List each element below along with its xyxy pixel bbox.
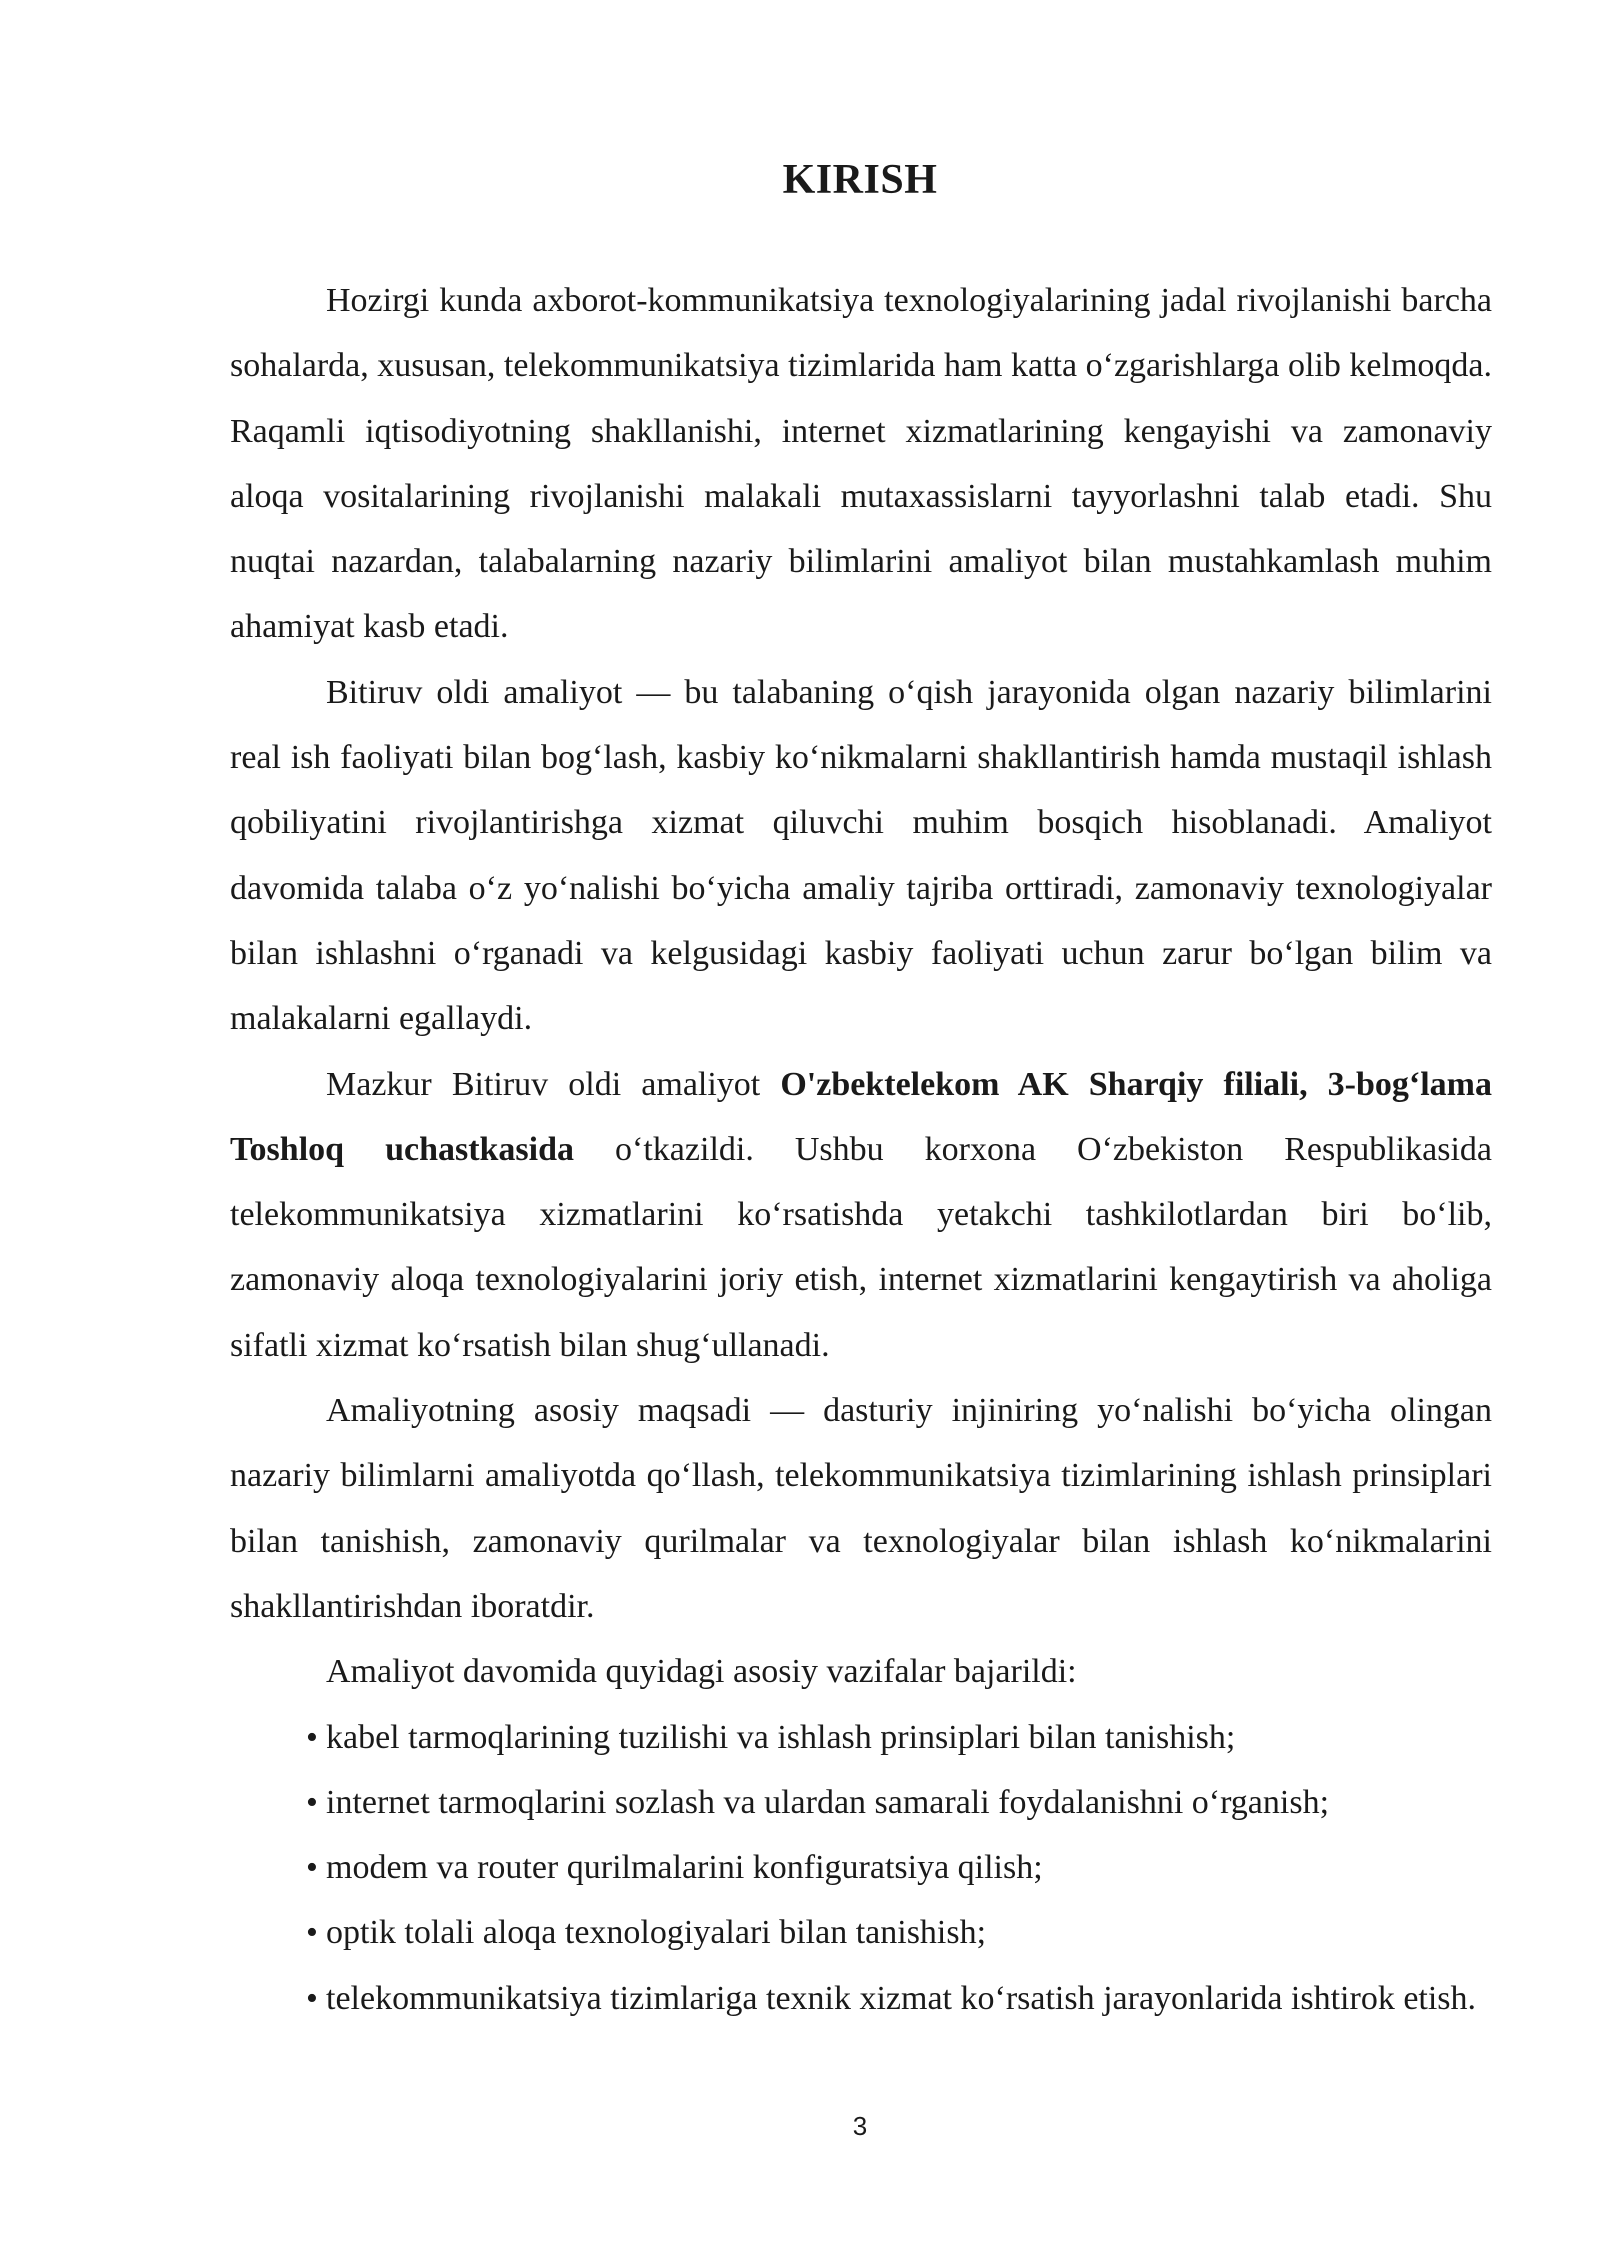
task-item: • internet tarmoqlarini sozlash va ulardan samarali foydalanishni o‘rganish; xyxy=(326,1770,1492,1835)
paragraph-intro: Hozirgi kunda axborot-kommunikatsiya texnologiyalarining jadal rivojlanishi barcha sohalarda, xususan, telekommunikatsiya tizimlarida ham katta o‘zgarishlarga olib kelmoqda. Raqamli iqtisodiyotning shakllanishi, internet xizmatlarining kengayishi va zamonaviy aloqa vositalarining rivojlanishi malakali mutaxassislarni tayyorlashni talab etadi. Shu nuqtai nazardan, talabalarning nazariy bilimlarini amaliyot bilan mustahkamlash muhim ahamiyat kasb etadi. xyxy=(230,282,1492,646)
page-title: KIRISH xyxy=(782,157,938,203)
tasks-intro: Amaliyot davomida quyidagi asosiy vazifalar bajarildi: xyxy=(326,1653,1077,1691)
task-item: • kabel tarmoqlarining tuzilishi va ishlash prinsiplari bilan tanishish; xyxy=(326,1705,1492,1770)
organization-name: O'zbektelekom AK Sharqiy filiali, 3-bog‘lama Toshloq uchastkasida xyxy=(230,1065,1492,1168)
paragraph-location-rest: o‘tkazildi. Ushbu korxona O‘zbekiston Respublikasida telekommunikatsiya xizmatlarini ko‘rsatishda yetakchi tashkilotlardan biri bo‘lib, zamonaviy aloqa texnologiyalarini joriy etish, internet xizmatlarini kengaytirish va aholiga sifatli xizmat ko‘rsatish bilan shug‘ullanadi. xyxy=(230,1130,1493,1364)
task-item: • telekommunikatsiya tizimlariga texnik xizmat ko‘rsatish jarayonlarida ishtirok etish. xyxy=(326,1966,1492,2031)
document-body xyxy=(230,268,1492,2031)
task-item: • modem va router qurilmalarini konfiguratsiya qilish; xyxy=(326,1835,1492,1900)
paragraph-internship-goal: Amaliyotning asosiy maqsadi — dasturiy injiniring yo‘nalishi bo‘yicha olingan nazariy bilimlarni amaliyotda qo‘llash, telekommunikatsiya tizimlarining ishlash prinsiplari bilan tanishish, zamonaviy qurilmalar va texnologiyalar bilan ishlash ko‘nikmalarini shakllantirishdan iboratdir. xyxy=(230,1392,1492,1625)
tasks-list xyxy=(230,1705,1492,2031)
paragraph-internship-definition: Bitiruv oldi amaliyot — bu talabaning o‘qish jarayonida olgan nazariy bilimlarini real ish faoliyati bilan bog‘lash, kasbiy ko‘nikmalarni shakllantirish hamda mustaqil ishlash qobiliyatini rivojlantirishga xizmat qiluvchi muhim bosqich hisoblanadi. Amaliyot davomida talaba o‘z yo‘nalishi bo‘yicha amaliy tajriba orttiradi, zamonaviy texnologiyalar bilan ishlashni o‘rganadi va kelgusidagi kasbiy faoliyati uchun zarur bo‘lgan bilim va malakalarni egallaydi. xyxy=(230,673,1492,1038)
paragraph-location-lead: Mazkur Bitiruv oldi amaliyot xyxy=(326,1065,781,1103)
task-item: • optik tolali aloqa texnologiyalari bilan tanishish; xyxy=(326,1900,1492,1965)
page-number: 3 xyxy=(852,2111,868,2141)
paragraph-internship-location xyxy=(230,1052,1492,1378)
